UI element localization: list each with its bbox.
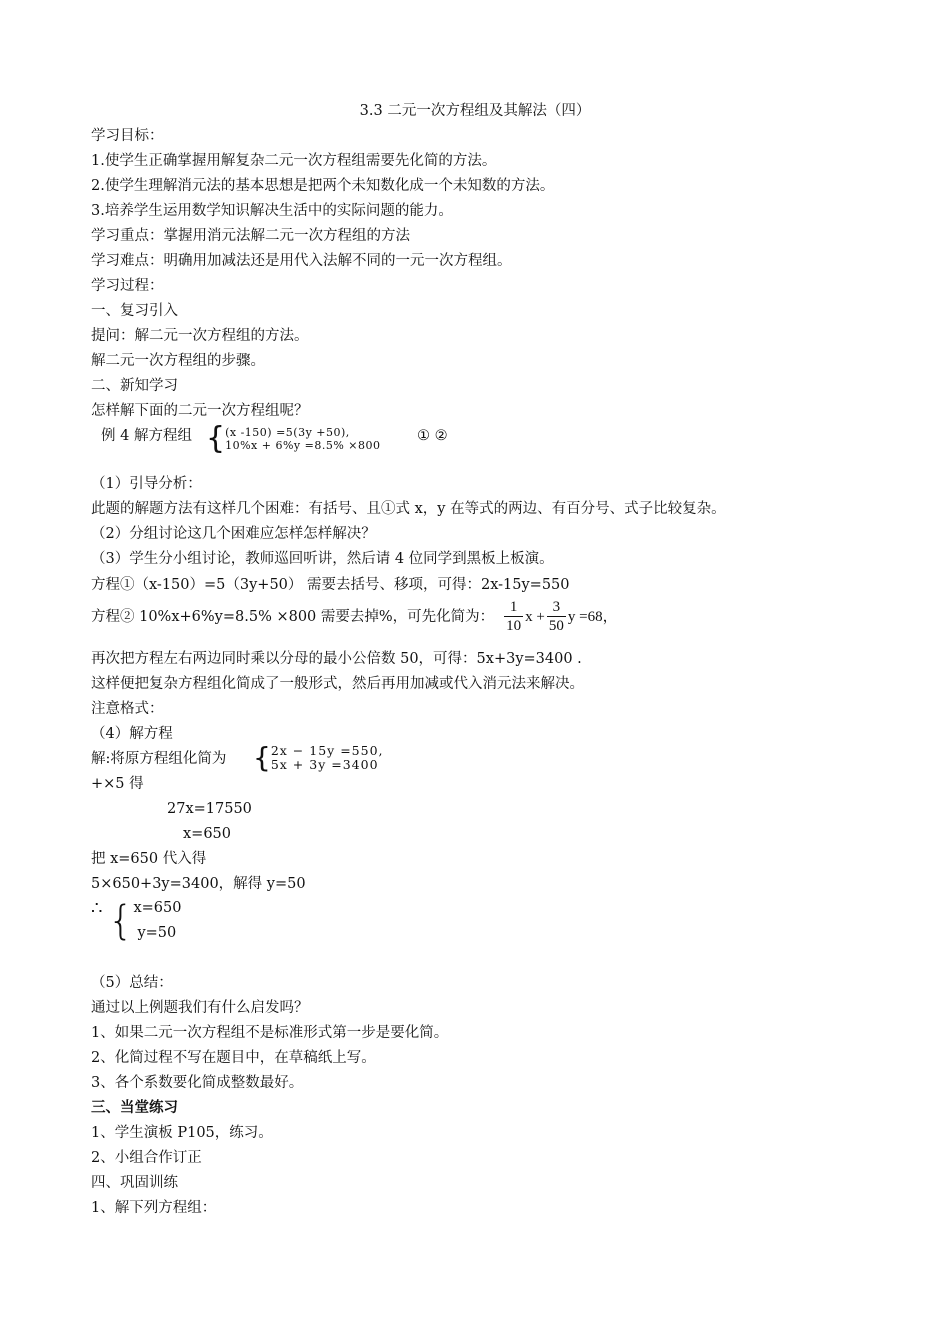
step-multiply: +×5 得: [91, 776, 144, 792]
step-y: 5×650+3y=3400，解得 y=50: [91, 876, 306, 892]
summary-heading: （5）总结：: [91, 975, 173, 991]
goal-item: 1.使学生正确掌握用解复杂二元一次方程组需要先化简的方法。: [91, 153, 497, 169]
section-heading: 一、复习引入: [91, 303, 178, 319]
goals-heading: 学习目标：: [91, 128, 164, 144]
difficulty: 学习难点：明确用加减法还是用代入法解不同的一元一次方程组。: [91, 253, 512, 269]
fraction-1-10: [504, 598, 523, 635]
fraction-numerator: 3: [552, 599, 561, 615]
equation-1: (x -150) =5(3y +50),: [225, 426, 350, 439]
result-y: y=50: [137, 925, 177, 941]
simplify-line: 这样便把复杂方程组化简成了一般形式，然后再用加减或代入消元法来解决。: [91, 676, 584, 692]
equation1-line: 方程①（x-150）=5（3y+50） 需要去括号、移项，可得：2x-15y=550: [91, 577, 570, 593]
fraction-denominator: 50: [548, 618, 564, 634]
therefore-symbol: ∴: [91, 898, 103, 919]
equation2-line: [91, 598, 618, 635]
multiply-line: 再次把方程左右两边同时乘以分母的最小公倍数 50，可得：5x+3y=3400 .: [91, 651, 582, 667]
result-x: x=650: [133, 900, 182, 916]
key-point: 学习重点：掌握用消元法解二元一次方程组的方法: [91, 228, 410, 244]
fraction-denominator: 10: [506, 618, 522, 634]
fraction-3-50: [547, 598, 566, 635]
format-note: 注意格式：: [91, 701, 164, 717]
example-label: 例 4 解方程组: [101, 428, 192, 444]
discuss-line: （2）分组讨论这几个困难应怎样怎样解决？: [91, 526, 376, 542]
section-heading: 二、新知学习: [91, 378, 178, 394]
review-line: 提问：解二元一次方程组的方法。: [91, 328, 309, 344]
y-term: y =68，: [567, 608, 618, 625]
process-heading: 学习过程：: [91, 278, 164, 294]
section-heading: 四、巩固训练: [91, 1175, 178, 1191]
solve-intro: 解:将原方程组化简为: [91, 751, 227, 767]
summary-question: 通过以上例题我们有什么启发吗？: [91, 1000, 309, 1016]
brace-icon: {: [108, 898, 134, 944]
equation-2: 10%x + 6%y =8.5% ×800: [225, 439, 381, 452]
step-substitute: 把 x=650 代入得: [91, 851, 207, 867]
example-equation-system: [206, 421, 381, 456]
discuss-line: （3）学生分小组讨论，教师巡回听讲，然后请 4 位同学到黑板上板演。: [91, 551, 554, 567]
simplified-equation-1: 2x − 15y =550,: [270, 743, 384, 758]
practice-item: 2、小组合作订正: [91, 1150, 202, 1166]
training-item: 1、解下列方程组：: [91, 1200, 217, 1216]
analysis-heading: （1）引导分析：: [91, 476, 202, 492]
brace-icon: {: [253, 741, 271, 774]
step-27x: 27x=17550: [167, 801, 252, 817]
section-heading: 三、当堂练习: [91, 1099, 178, 1116]
solve-heading: （4）解方程: [91, 726, 173, 742]
review-line: 解二元一次方程组的步骤。: [91, 353, 265, 369]
equation-markers: ① ②: [417, 428, 448, 444]
simplified-equation-2: 5x + 3y =3400: [270, 757, 379, 772]
summary-item: 2、化简过程不写在题目中，在草稿纸上写。: [91, 1050, 376, 1066]
simplified-equation-system: [253, 741, 384, 774]
goal-item: 2.使学生理解消元法的基本思想是把两个未知数化成一个未知数的方法。: [91, 178, 555, 194]
summary-item: 1、如果二元一次方程组不是标准形式第一步是要化简。: [91, 1025, 449, 1041]
page-title: 3.3 二元一次方程组及其解法（四）: [359, 103, 591, 119]
fraction-numerator: 1: [509, 599, 518, 615]
practice-item: 1、学生演板 P105，练习。: [91, 1125, 273, 1141]
question-line: 怎样解下面的二元一次方程组呢？: [91, 403, 309, 419]
summary-item: 3、各个系数要化简成整数最好。: [91, 1075, 304, 1091]
brace-icon: {: [206, 421, 226, 456]
equation2-prefix: 方程② 10%x+6%y=8.5% ×800 需要去掉%，可先化简为：: [91, 608, 495, 625]
goal-item: 3.培养学生运用数学知识解决生活中的实际问题的能力。: [91, 203, 453, 219]
result-system: [108, 896, 181, 946]
x-term: x +: [525, 608, 545, 625]
analysis-text: 此题的解题方法有这样几个困难：有括号、且①式 x，y 在等式的两边、有百分号、式子比较复杂。: [91, 501, 726, 517]
step-x: x=650: [183, 826, 232, 842]
